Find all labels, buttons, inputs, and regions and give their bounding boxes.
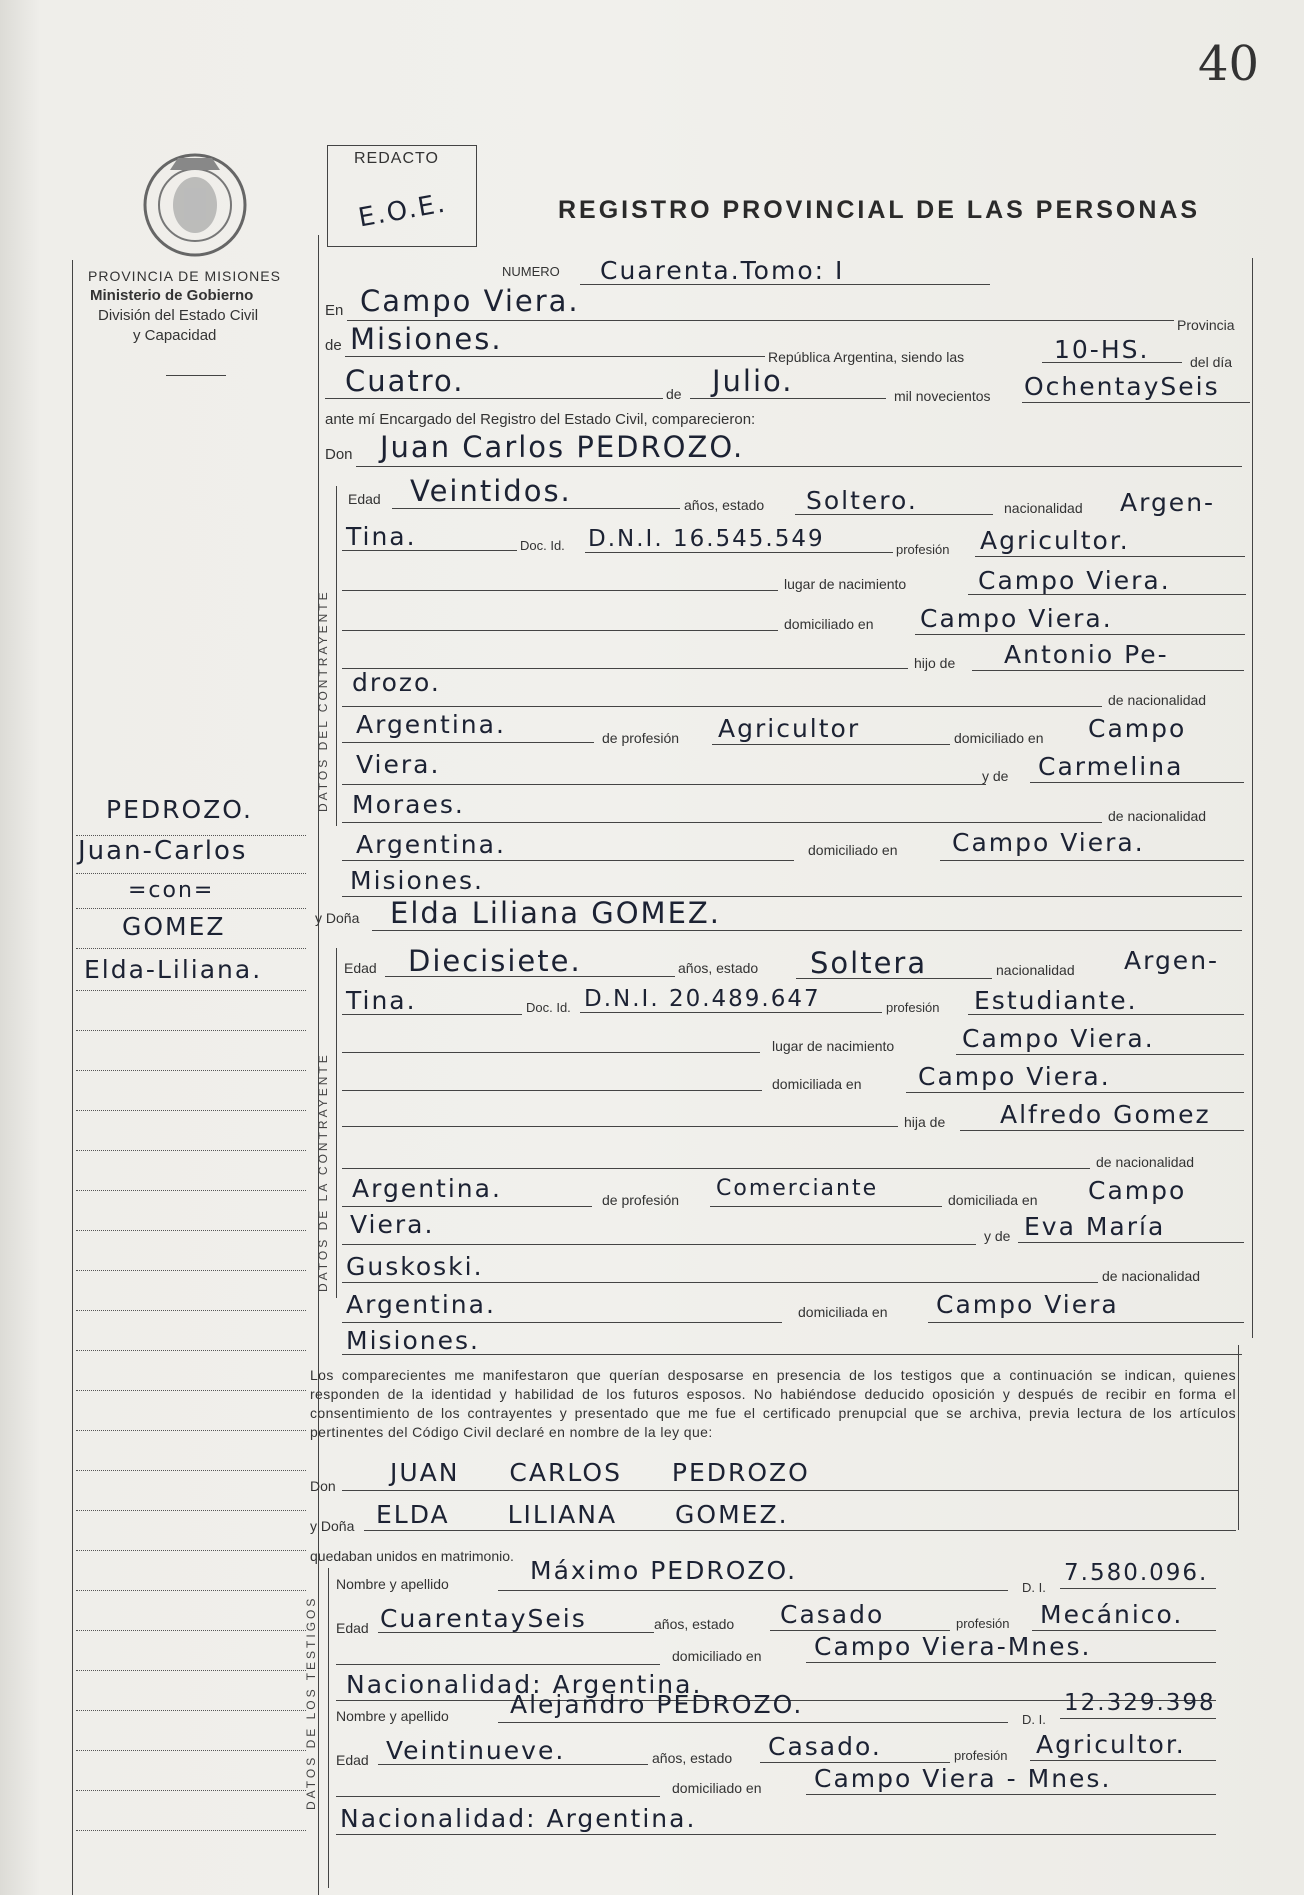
c2-nacionalidad-value-1: Argen-: [1124, 946, 1220, 975]
c1-madre-nac-label: de nacionalidad: [1108, 808, 1207, 824]
c1-nacionalidad-value-1: Argen-: [1120, 488, 1216, 517]
t2-edad-value: Veintinueve.: [386, 1736, 566, 1765]
t1-profesion-value: Mecánico.: [1040, 1600, 1184, 1629]
t2-domicilio-value: Campo Viera - Mnes.: [814, 1764, 1112, 1793]
en-label: En: [325, 302, 344, 319]
c2-domicilio-label: domiciliada en: [772, 1076, 862, 1092]
t1-nombre-label: Nombre y apellido: [336, 1576, 449, 1592]
c2-doc-value: D.N.I. 20.489.647: [584, 986, 821, 1012]
t1-estado-label: años, estado: [654, 1616, 735, 1632]
c2-padre-nac-value: Argentina.: [352, 1174, 502, 1203]
de-label: de: [325, 337, 342, 354]
c1-padre-prof-value: Agricultor: [718, 714, 861, 743]
unidos-text: quedaban unidos en matrimonio.: [310, 1548, 514, 1564]
t2-domicilio-label: domiciliado en: [672, 1780, 762, 1796]
y-dona-label: y Doña: [315, 910, 360, 926]
c1-profesion-label: profesión: [896, 542, 950, 557]
page-title: REGISTRO PROVINCIAL DE LAS PERSONAS: [558, 196, 1201, 224]
c1-padre-dom-label: domiciliado en: [954, 730, 1044, 746]
t2-profesion-label: profesión: [954, 1748, 1008, 1763]
c2-madre-nac-value: Argentina.: [346, 1290, 496, 1319]
c2-madre-value-2: Guskoski.: [346, 1252, 484, 1281]
c1-estado-label: años, estado: [684, 497, 765, 513]
c1-padre-prof-label: de profesión: [602, 730, 680, 746]
provincial-seal-icon: [140, 150, 250, 260]
t2-di-value: 12.329.398: [1064, 1690, 1216, 1716]
numero-value: Cuarenta.Tomo: I: [600, 256, 845, 285]
mes-value: Julio.: [712, 364, 794, 398]
t1-nacionalidad-value: Nacionalidad: Argentina.: [346, 1670, 703, 1699]
numero-label: NUMERO: [502, 264, 560, 279]
c2-padre-dom-value-2: Viera.: [350, 1210, 435, 1239]
page-number: 40: [1198, 36, 1260, 92]
c1-padre-value-1: Antonio Pe-: [1004, 640, 1169, 669]
ante-text: ante mí Encargado del Registro del Estado Civil, comparecieron:: [325, 411, 756, 428]
c2-madre-dom-value-2: Misiones.: [346, 1326, 480, 1355]
c1-padre-nac-label: de nacionalidad: [1108, 692, 1207, 708]
c1-madre-value-1: Carmelina: [1038, 752, 1184, 781]
t2-edad-label: Edad: [336, 1752, 369, 1768]
c1-lugar-label: lugar de nacimiento: [784, 576, 907, 592]
c1-nacionalidad-label: nacionalidad: [1004, 500, 1083, 516]
c2-padre-prof-label: de profesión: [602, 1192, 680, 1208]
margin-note-surname: PEDROZO.: [106, 795, 253, 824]
mil-label: mil novecientos: [894, 388, 991, 404]
c2-madre-value-1: Eva María: [1024, 1212, 1166, 1241]
t1-estado-value: Casado: [780, 1600, 885, 1629]
t1-di-label: D. I.: [1022, 1580, 1046, 1595]
t2-profesion-value: Agricultor.: [1036, 1730, 1186, 1759]
c2-padre-prof-value: Comerciante: [716, 1176, 879, 1201]
sidebar-ministry: Ministerio de Gobierno: [90, 287, 254, 304]
republica-label: República Argentina, siendo las: [768, 349, 965, 365]
c1-nacionalidad-value-2: Tina.: [346, 522, 417, 551]
c2-doc-label: Doc. Id.: [526, 1000, 571, 1015]
c1-madre-nac-value: Argentina.: [356, 830, 506, 859]
c1-madre-dom-value-1: Campo Viera.: [952, 828, 1145, 857]
c1-doc-label: Doc. Id.: [520, 538, 565, 553]
c2-lugar-value: Campo Viera.: [962, 1024, 1155, 1053]
decl-don-value: JUAN CARLOS PEDROZO: [390, 1458, 810, 1487]
t2-estado-value: Casado.: [768, 1732, 882, 1761]
contrayente-2-section-label: DATOS DE LA CONTRAYENTE: [316, 1052, 330, 1292]
c2-hija-label: hija de: [904, 1114, 946, 1130]
c1-lugar-value: Campo Viera.: [978, 566, 1171, 595]
margin-note-con: =con=: [128, 878, 215, 903]
dia-value: Cuatro.: [345, 364, 465, 398]
c1-domicilio-label: domiciliado en: [784, 616, 874, 632]
redacto-label: REDACTO: [354, 150, 439, 167]
t2-nacionalidad-value: Nacionalidad: Argentina.: [340, 1804, 697, 1833]
del-dia-label: del día: [1190, 354, 1233, 370]
c2-domicilio-value: Campo Viera.: [918, 1062, 1111, 1091]
contrayente-section-label: DATOS DEL CONTRAYENTE: [316, 589, 330, 812]
c1-padre-value-2: drozo.: [352, 668, 441, 697]
sidebar-province: PROVINCIA DE MISIONES: [88, 268, 281, 284]
c2-madre-nac-label: de nacionalidad: [1102, 1268, 1201, 1284]
c1-madre-dom-value-2: Misiones.: [350, 866, 484, 895]
t2-nombre-label: Nombre y apellido: [336, 1708, 449, 1724]
testigos-section-label: DATOS DE LOS TESTIGOS: [304, 1595, 318, 1810]
c2-y-de-label: y de: [984, 1228, 1011, 1244]
t1-profesion-label: profesión: [956, 1616, 1010, 1631]
t1-domicilio-value: Campo Viera-Mnes.: [814, 1632, 1092, 1661]
dona-value: Elda Liliana GOMEZ.: [390, 896, 721, 930]
c1-padre-dom-value-1: Campo: [1088, 714, 1187, 743]
decl-dona-value: ELDA LILIANA GOMEZ.: [376, 1500, 789, 1529]
t1-di-value: 7.580.096.: [1064, 1560, 1209, 1586]
don-label: Don: [325, 446, 353, 463]
c2-padre-dom-label: domiciliada en: [948, 1192, 1038, 1208]
c1-y-de-label: y de: [982, 768, 1009, 784]
sidebar-division-1: División del Estado Civil: [98, 307, 259, 324]
c1-madre-dom-label: domiciliado en: [808, 842, 898, 858]
t1-edad-label: Edad: [336, 1620, 369, 1636]
c2-profesion-value: Estudiante.: [974, 986, 1138, 1015]
c1-doc-value: D.N.I. 16.545.549: [588, 526, 825, 552]
c1-padre-dom-value-2: Viera.: [356, 750, 441, 779]
c2-nacionalidad-label: nacionalidad: [996, 962, 1075, 978]
c1-madre-value-2: Moraes.: [352, 790, 465, 819]
decl-don-label: Don: [310, 1478, 336, 1494]
t1-domicilio-label: domiciliado en: [672, 1648, 762, 1664]
redacto-value: E.O.E.: [356, 188, 449, 234]
c2-padre-nac-label: de nacionalidad: [1096, 1154, 1195, 1170]
margin-note-name: Juan-Carlos: [78, 836, 248, 866]
t1-nombre-value: Máximo PEDROZO.: [530, 1556, 798, 1585]
provincia-value: Misiones.: [350, 322, 503, 356]
c2-madre-dom-label: domiciliada en: [798, 1304, 888, 1320]
margin-note-surname-2: GOMEZ: [122, 912, 226, 941]
c2-padre-dom-value-1: Campo: [1088, 1176, 1187, 1205]
c2-profesion-label: profesión: [886, 1000, 940, 1015]
c1-estado-value: Soltero.: [806, 486, 918, 515]
c1-domicilio-value: Campo Viera.: [920, 604, 1113, 633]
don-value: Juan Carlos PEDROZO.: [380, 430, 745, 464]
c2-edad-value: Diecisiete.: [408, 944, 582, 978]
margin-note-name-2: Elda-Liliana.: [84, 955, 263, 984]
provincia-label: Provincia: [1177, 317, 1235, 333]
c2-madre-dom-value-1: Campo Viera: [936, 1290, 1119, 1319]
anio-value: OchentaySeis: [1024, 372, 1220, 401]
t2-nombre-value: Alejandro PEDROZO.: [510, 1690, 804, 1719]
c1-edad-value: Veintidos.: [410, 474, 572, 508]
c1-profesion-value: Agricultor.: [980, 526, 1130, 555]
c2-lugar-label: lugar de nacimiento: [772, 1038, 895, 1054]
c1-padre-nac-value: Argentina.: [356, 710, 506, 739]
c2-edad-label: Edad: [344, 960, 377, 976]
c2-nacionalidad-value-2: Tina.: [346, 986, 417, 1015]
en-value: Campo Viera.: [360, 284, 580, 318]
c2-estado-value: Soltera: [810, 946, 928, 980]
declaration-paragraph: Los comparecientes me manifestaron que querían desposarse en presencia de los testigos que a continuación se indican, quienes responden de la identidad y habilidad de los futuros esposos. No habiéndose deducido oposición y después de recibir en forma el consentimiento de los contrayentes y presentado que me fue el certificado prenupcial que se archiva, previa lectura de los artículos pertinentes del Código Civil declaré en nombre de la ley que:: [310, 1367, 1236, 1440]
c1-hijo-label: hijo de: [914, 655, 956, 671]
sidebar-division-2: y Capacidad: [133, 327, 217, 344]
decl-dona-label: y Doña: [310, 1518, 355, 1534]
c2-padre-value: Alfredo Gomez: [1000, 1100, 1211, 1129]
c2-estado-label: años, estado: [678, 960, 759, 976]
hora-value: 10-HS.: [1054, 335, 1150, 364]
mes-label: de: [666, 386, 682, 402]
c1-edad-label: Edad: [348, 491, 381, 507]
t1-edad-value: CuarentaySeis: [380, 1604, 587, 1633]
t2-di-label: D. I.: [1022, 1712, 1046, 1727]
t2-estado-label: años, estado: [652, 1750, 733, 1766]
